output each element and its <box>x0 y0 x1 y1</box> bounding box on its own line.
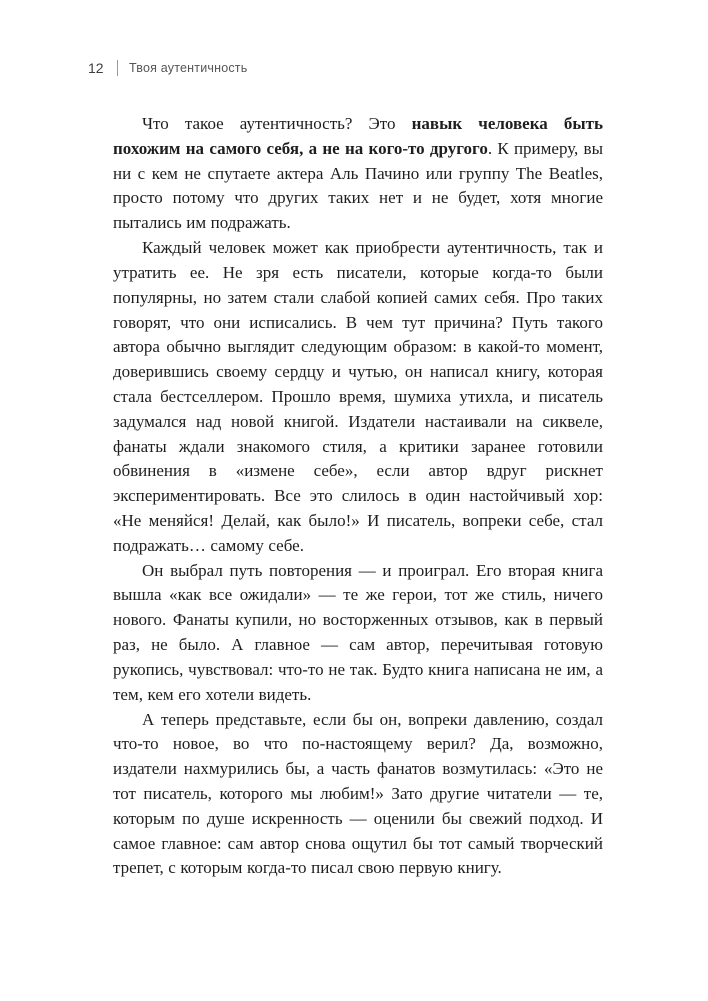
page-body <box>113 112 603 881</box>
para1-rest: . К примеру, вы ни с кем не спутаете актера Аль Пачино или группу The Beatles, просто потому что других таких нет и не будет, хотя многие пытались им подражать. <box>113 138 603 233</box>
paragraph-4: А теперь представьте, если бы он, вопреки давлению, создал что-то новое, во что по-настоящему верил? Да, возможно, издатели нахмурились бы, а часть фанатов возмутилась: «Это не тот писатель, которого мы любим!» Зато другие читатели — те, которым по душе искренность — оценили бы свежий подход. И самое главное: сам автор снова ощутил бы тот самый творческий трепет, с которым когда-то писал свою первую книгу. <box>113 709 603 878</box>
para1-bold-phrase: навык человека быть похожим на самого себя, а не на кого-то другого <box>113 114 603 158</box>
paragraph-2: Каждый человек может как приобрести аутентичность, так и утратить ее. Не зря есть писатели, которые когда-то были популярны, но затем стали слабой копией самих себя. Про таких говорят, что они исписались. В чем тут причина? Путь такого автора обычно выглядит следующим образом: в какой-то момент, доверившись своему сердцу и чутью, он написал книгу, которая стала бестселлером. Прошло время, шумиха утихла, и писатель задумался над новой книгой. Издатели настаивали на сиквеле, фанаты ждали знакомого стиля, а критики заранее готовили обвинения в «измене себе», если автор вдруг рискнет экспериментировать. Все это слилось в один настойчивый хор: «Не меняйся! Делай, как было!» И писатель, вопреки себе, стал подражать… самому себе. <box>113 238 603 555</box>
page-number: 12 <box>88 60 104 76</box>
running-title: Твоя аутентичность <box>129 61 248 75</box>
paragraph-1 <box>113 112 603 236</box>
header-divider <box>117 60 118 76</box>
para1-lead: Что такое аутентичность? Это <box>142 114 412 133</box>
paragraph-3: Он выбрал путь повторения — и проиграл. Его вторая книга вышла «как все ожидали» — те же герои, тот же стиль, ничего нового. Фанаты купили, но восторженных отзывов, как в первый раз, не было. А главное — сам автор, перечитывая готовую рукопись, чувствовал: что-то не так. Будто книга написана не им, а тем, кем его хотели видеть. <box>113 560 603 704</box>
page-header <box>88 60 247 76</box>
